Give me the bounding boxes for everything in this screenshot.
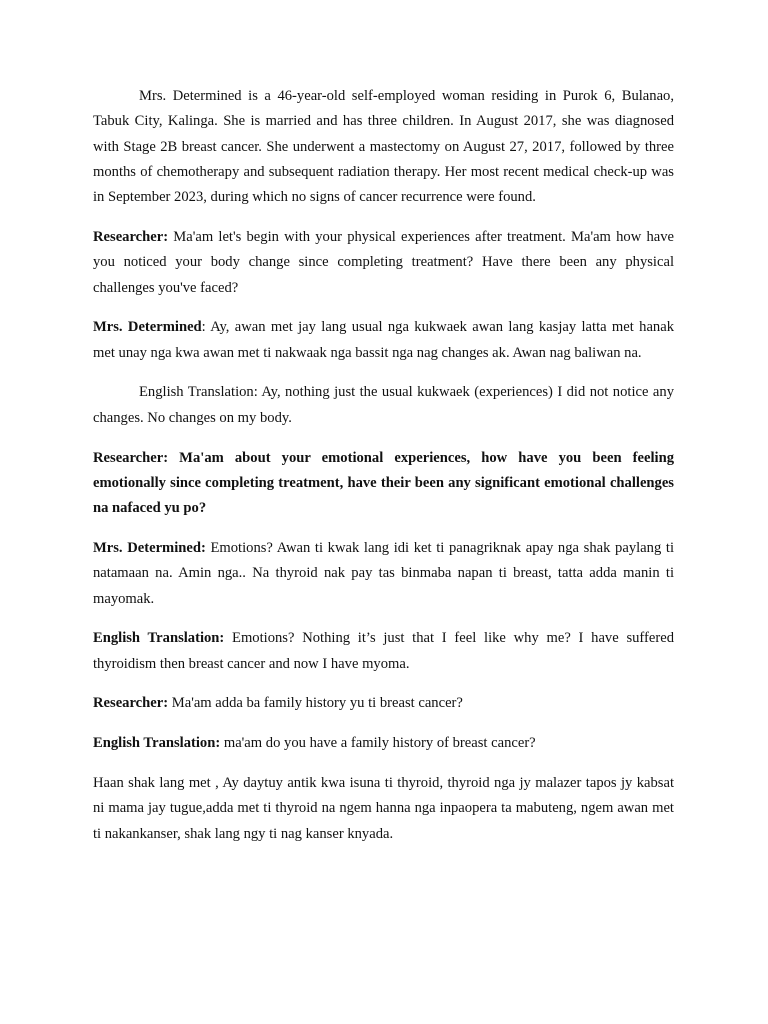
- participant-answer-family-history: [93, 771, 674, 847]
- paragraph-text: : Ay, awan met jay lang usual nga kukwaek awan lang kasjay latta met hanak met unay nga kwa awan met ti nakwaak nga bassit nga nag changes ak. Awan nag baliwan na.: [93, 319, 674, 361]
- translation-emotional: [93, 626, 674, 677]
- paragraph-text: Emotions? Nothing it’s just that I feel like why me? I have suffered thyroidism then breast cancer and now I have myoma.: [93, 630, 674, 672]
- speaker-label: Mrs. Determined: [93, 319, 202, 336]
- researcher-question-family-history: [93, 691, 674, 716]
- translation-physical: [93, 380, 674, 431]
- patient-profile-paragraph: [93, 84, 674, 210]
- participant-answer-physical: [93, 315, 674, 366]
- researcher-question-emotional: [93, 446, 674, 522]
- participant-answer-emotional: [93, 536, 674, 612]
- paragraph-text: Haan shak lang met , Ay daytuy antik kwa isuna ti thyroid, thyroid nga jy malazer tapos jy kabsat ni mama jay tugue,adda met ti thyroid na ngem hanna nga inpaopera ta mabuteng, ngem awan met ti nakankanser, shak lang ngy ti nag kanser knyada.: [93, 775, 674, 842]
- speaker-label: English Translation:: [93, 735, 221, 752]
- paragraph-text: Ma'am adda ba family history yu ti breast cancer?: [168, 695, 463, 712]
- speaker-label: Researcher:: [93, 695, 169, 712]
- paragraph-text: Mrs. Determined is a 46-year-old self-employed woman residing in Purok 6, Bulanao, Tabuk City, Kalinga. She is married and has three children. In August 2017, she was diagnosed with Stage 2B breast cancer. She underwent a mastectomy on August 27, 2017, followed by three months of chemotherapy and subsequent radiation therapy. Her most recent medical check-up was in September 2023, during which no signs of cancer recurrence were found.: [93, 88, 674, 206]
- document-page: [93, 84, 674, 861]
- speaker-label: Researcher:: [93, 228, 169, 245]
- paragraph-text: Ma'am let's begin with your physical experiences after treatment. Ma'am how have you noticed your body change since completing treatment? Have there been any physical challenges you've faced?: [93, 228, 674, 296]
- paragraph-text: English Translation: Ay, nothing just the usual kukwaek (experiences) I did not notice any changes. No changes on my body.: [93, 384, 674, 426]
- researcher-question-physical: [93, 225, 674, 301]
- speaker-label: Mrs. Determined:: [93, 539, 206, 556]
- paragraph-text: ma'am do you have a family history of breast cancer?: [220, 735, 536, 752]
- paragraph-text: Emotions? Awan ti kwak lang idi ket ti panagriknak apay nga shak paylang ti natamaan na. Amin nga.. Na thyroid nak pay tas binmaba napan ti breast, tatta adda manin ti mayomak.: [93, 539, 675, 607]
- speaker-label: English Translation:: [93, 630, 225, 647]
- translation-family-history: [93, 731, 674, 756]
- paragraph-text: Researcher: Ma'am about your emotional experiences, how have you been feeling emotionally since completing treatment, have their been any significant emotional challenges na nafaced yu po?: [93, 449, 674, 517]
